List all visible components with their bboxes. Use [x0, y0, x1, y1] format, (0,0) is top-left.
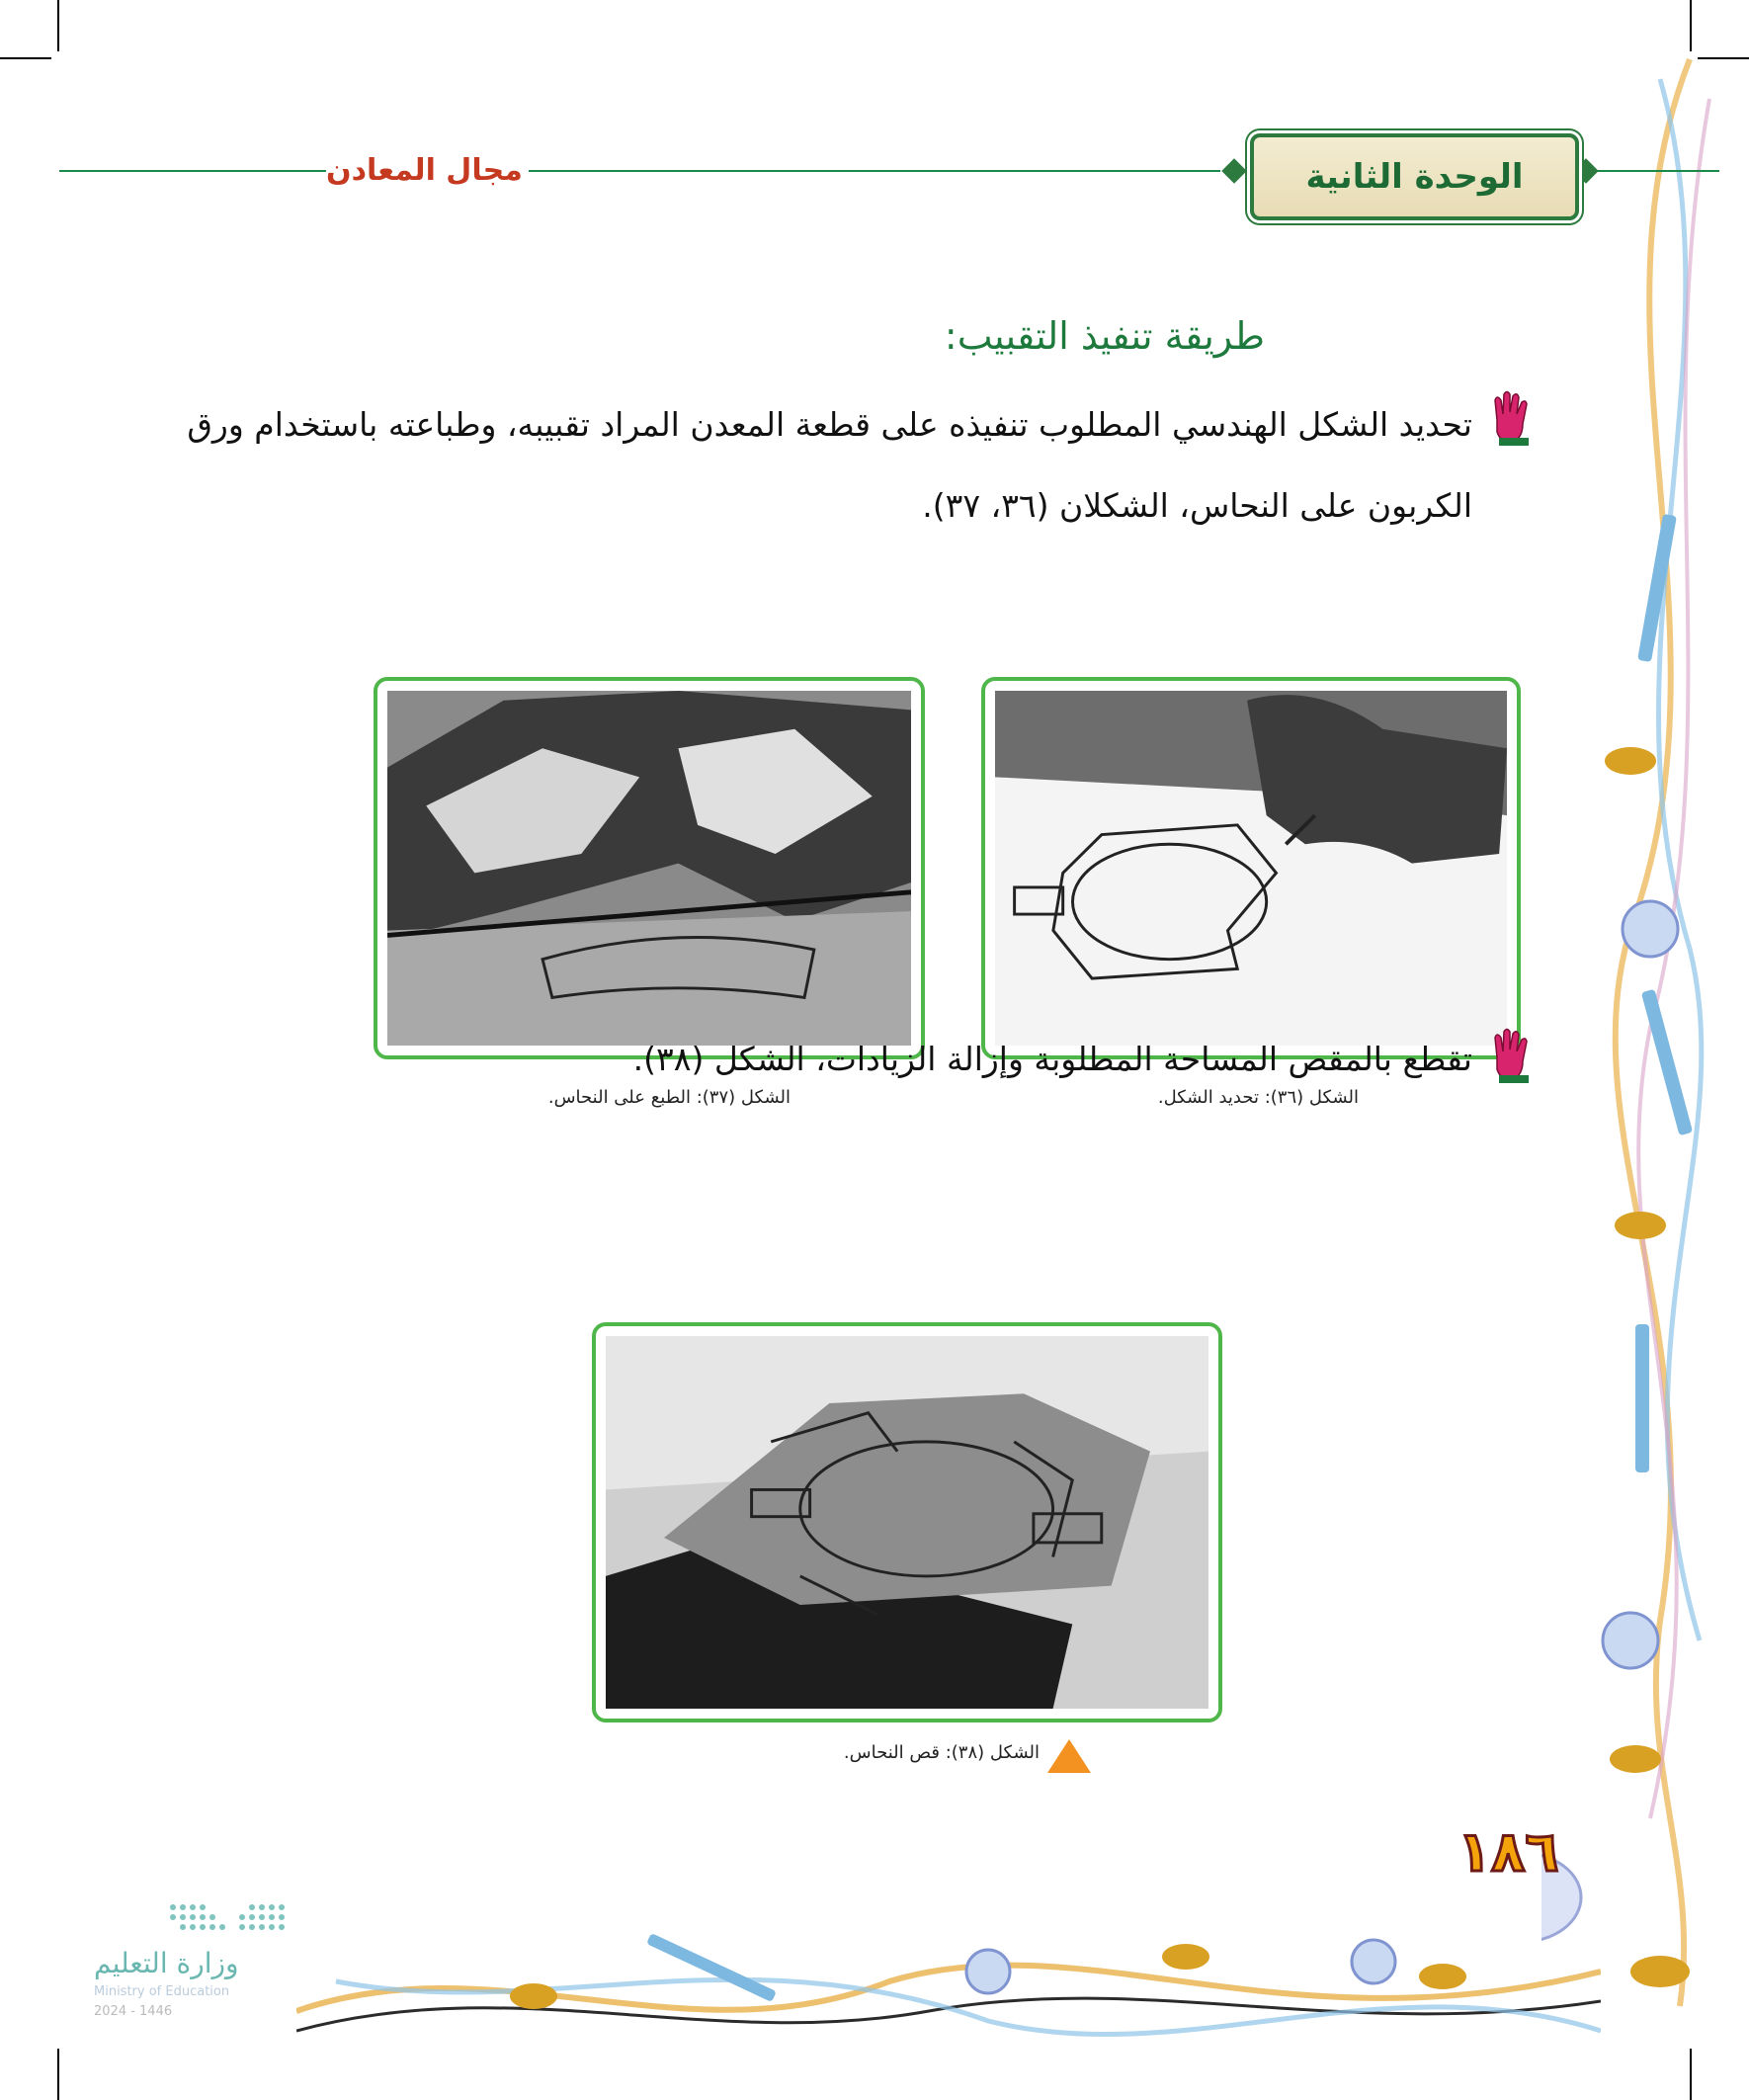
- page-number: ١٨٦: [1458, 1820, 1559, 1885]
- crop-mark: [57, 0, 59, 51]
- header-rule: [59, 170, 326, 172]
- crop-mark: [0, 57, 51, 59]
- raised-hand-icon: [1487, 390, 1537, 448]
- step-1-line-1: تحديد الشكل الهندسي المطلوب تنفيذه على قطعة المعدن المراد تقبيبه، وطباعته باستخدام ورق: [187, 405, 1472, 444]
- field-title: مجال المعادن: [326, 153, 523, 188]
- warning-triangle-icon: [1047, 1739, 1091, 1773]
- step-1-line-2: الكربون على النحاس، الشكلان (٣٦، ٣٧).: [922, 486, 1472, 525]
- ornament-icon: [1221, 158, 1246, 183]
- raised-hand-icon: [1487, 1028, 1537, 1085]
- step-2-line-1: تقطع بالمقص المساحة المطلوبة وإزالة الزيادات، الشكل (٣٨).: [632, 1040, 1472, 1078]
- ministry-name-en: Ministry of Education: [94, 1984, 230, 1999]
- decorative-border: [296, 1902, 1601, 2060]
- decorative-border: [1541, 40, 1749, 2026]
- ministry-name: وزارة التعليم: [94, 1947, 239, 1979]
- unit-banner: [1250, 133, 1579, 220]
- ministry-logo-icon: [163, 1897, 321, 1937]
- figure-36-caption: الشكل (٣٦): تحديد الشكل.: [1157, 1087, 1359, 1108]
- edition-year: 2024 - 1446: [94, 2004, 173, 2019]
- header-rule: [1591, 170, 1719, 172]
- figure-37-caption: الشكل (٣٧): الطبع على النحاس.: [547, 1087, 791, 1108]
- figure-36-photo: [981, 677, 1521, 1059]
- figure-38-caption: الشكل (٣٨): قص النحاس.: [843, 1742, 1040, 1763]
- unit-title: الوحدة الثانية: [1305, 157, 1524, 197]
- crop-mark: [1690, 2049, 1692, 2100]
- crop-mark: [57, 2049, 59, 2100]
- section-heading: طريقة تنفيذ التقبيب:: [944, 314, 1265, 358]
- figure-37-photo: [374, 677, 925, 1059]
- figure-38-photo: [592, 1322, 1222, 1722]
- header-rule: [529, 170, 1220, 172]
